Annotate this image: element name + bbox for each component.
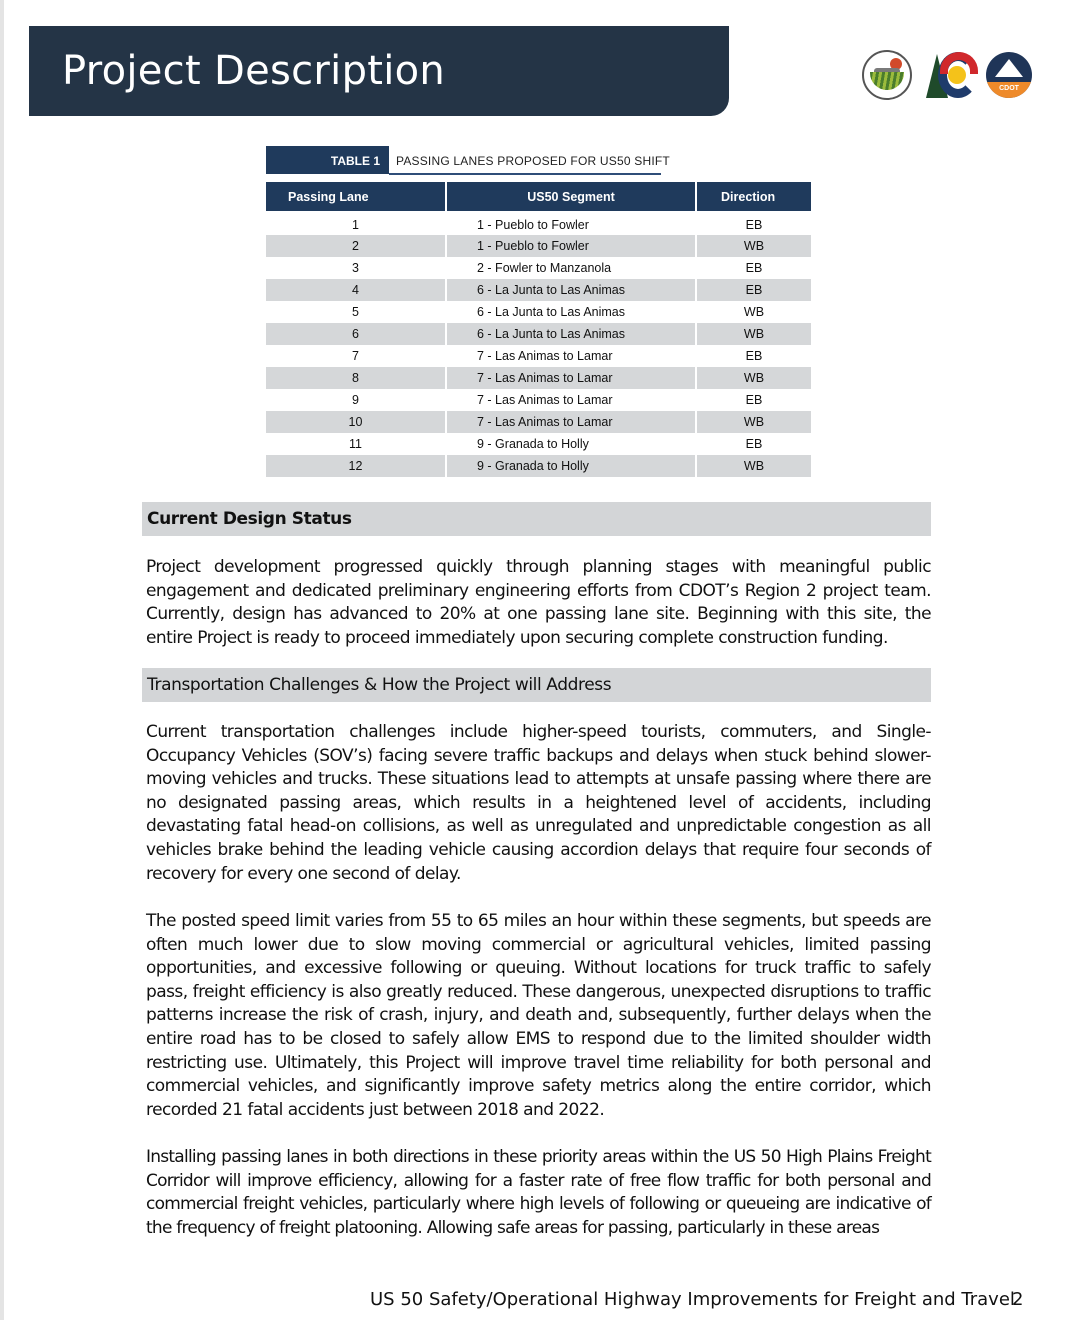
table-row [266, 257, 811, 279]
cell-direction: WB [697, 235, 811, 257]
paragraph-challenges-1: Current transportation challenges include higher-speed tourists, commuters, and Single-Occupancy Vehicles (SOV’s) facing severe traffic backups and delays when stuck behind slower-moving vehicles and trucks. These situations lead to attempts at unsafe passing where there are no designated passing areas, which results in a heightened level of accidents, including devastating fatal head-on collisions, as well as unregulated and unpredictable congestion as all vehicles brake behind the leading vehicle causing accordion delays that require four seconds of recovery for every one second of delay. [146, 722, 931, 884]
cell-direction: EB [745, 261, 763, 275]
otero-county-logo-icon [862, 50, 912, 100]
cell-segment: 1 - Pueblo to Fowler [447, 235, 695, 257]
table-caption-text: PASSING LANES PROPOSED FOR US50 SHIFT [396, 154, 670, 168]
column-header-passing-lane: Passing Lane [266, 182, 445, 211]
table-row [266, 455, 811, 477]
paragraph-challenges-3: Installing passing lanes in both directions in these priority areas within the US 50 High Plains Freight Corridor will improve efficiency, allowing for a faster rate of free flow traffic for both personal and commercial freight vehicles, particularly where high levels of following or queueing are indicative of the frequency of freight platooning. Allowing safe areas for passing, particularly in these areas [146, 1147, 931, 1238]
table-row [266, 301, 811, 323]
cell-segment: 7 - Las Animas to Lamar [447, 367, 695, 389]
cell-segment: 6 - La Junta to Las Animas [477, 305, 626, 319]
table-row [266, 367, 811, 389]
passing-lanes-table [266, 146, 811, 477]
cell-segment: 6 - La Junta to Las Animas [447, 279, 695, 301]
caption-underline [389, 173, 661, 175]
cell-direction: EB [745, 349, 763, 363]
cell-segment: 9 - Granada to Holly [477, 437, 589, 451]
cell-segment: 7 - Las Animas to Lamar [447, 411, 695, 433]
cell-lane: 6 [266, 323, 445, 345]
table-header-row [266, 182, 811, 211]
cell-segment: 6 - La Junta to Las Animas [447, 323, 695, 345]
column-header-direction: Direction [697, 182, 811, 211]
page-number: 2 [1012, 1289, 1024, 1310]
table-row [266, 411, 811, 433]
cell-direction: EB [745, 393, 763, 407]
cell-segment: 7 - Las Animas to Lamar [477, 349, 613, 363]
cell-direction: EB [745, 218, 763, 232]
cell-lane: 9 [352, 393, 359, 407]
cell-direction: WB [697, 411, 811, 433]
table-tag: TABLE 1 [266, 146, 389, 174]
table-row [266, 433, 811, 455]
page-footer [370, 1289, 1024, 1310]
cell-segment: 1 - Pueblo to Fowler [477, 218, 589, 232]
data-table [264, 182, 813, 477]
table-row [266, 235, 811, 257]
cell-lane: 10 [266, 411, 445, 433]
table-row [266, 389, 811, 411]
section-heading-design-status: Current Design Status [142, 502, 931, 536]
cell-direction: EB [697, 279, 811, 301]
cell-segment: 9 - Granada to Holly [447, 455, 695, 477]
cell-lane: 8 [266, 367, 445, 389]
cell-lane: 2 [266, 235, 445, 257]
colorado-logo-icon [926, 52, 976, 100]
page-title: Project Description [62, 48, 446, 94]
cell-direction: EB [745, 437, 763, 451]
cell-lane: 4 [266, 279, 445, 301]
table-caption [266, 146, 811, 176]
cell-lane: 7 [352, 349, 359, 363]
footer-title: US 50 Safety/Operational Highway Improvements for Freight and Travel [370, 1289, 1015, 1310]
page-edge [0, 0, 4, 1320]
section-heading-challenges: Transportation Challenges & How the Project will Address [142, 668, 931, 702]
table-row [266, 211, 811, 235]
paragraph-challenges-2: The posted speed limit varies from 55 to 65 miles an hour within these segments, but speeds are often much lower due to slow moving commercial or agricultural vehicles, limited passing opportunities, and excessive following or queuing. Without locations for truck traffic to safely pass, freight efficiency is also greatly reduced. These dangerous, unexpected disruptions to traffic patterns increase the risk of crash, injury, and death and, subsequently, further delays when the entire road has to be closed to safely allow EMS to respond due to the limited shoulder width restricting use. Ultimately, this Project will improve travel time reliability for both personal and commercial vehicles, and significantly improve safety metrics along the entire corridor, which recorded 21 fatal accidents just between 2018 and 2022. [146, 911, 931, 1120]
cell-lane: 5 [352, 305, 359, 319]
cell-direction: WB [697, 455, 811, 477]
cell-lane: 1 [352, 218, 359, 232]
cell-lane: 3 [352, 261, 359, 275]
paragraph-design-status: Project development progressed quickly through planning stages with meaningful public engagement and dedicated preliminary engineering efforts from CDOT’s Region 2 project team. Currently, design has advanced to 20% at one passing lane site. Beginning with this site, the entire Project is ready to proceed immediately upon securing complete construction funding. [146, 557, 931, 648]
table-row [266, 279, 811, 301]
cell-direction: WB [697, 323, 811, 345]
cell-direction: WB [697, 367, 811, 389]
logo-group [862, 48, 1032, 104]
cell-lane: 11 [349, 437, 362, 451]
title-banner [29, 26, 729, 116]
cdot-logo-icon [986, 52, 1032, 98]
table-row [266, 345, 811, 367]
cell-direction: WB [743, 305, 765, 319]
cdot-logo-text: CDOT [986, 82, 1032, 98]
cell-segment: 7 - Las Animas to Lamar [477, 393, 613, 407]
cell-segment: 2 - Fowler to Manzanola [477, 261, 612, 275]
table-row [266, 323, 811, 345]
cell-lane: 12 [266, 455, 445, 477]
column-header-segment: US50 Segment [447, 182, 695, 211]
